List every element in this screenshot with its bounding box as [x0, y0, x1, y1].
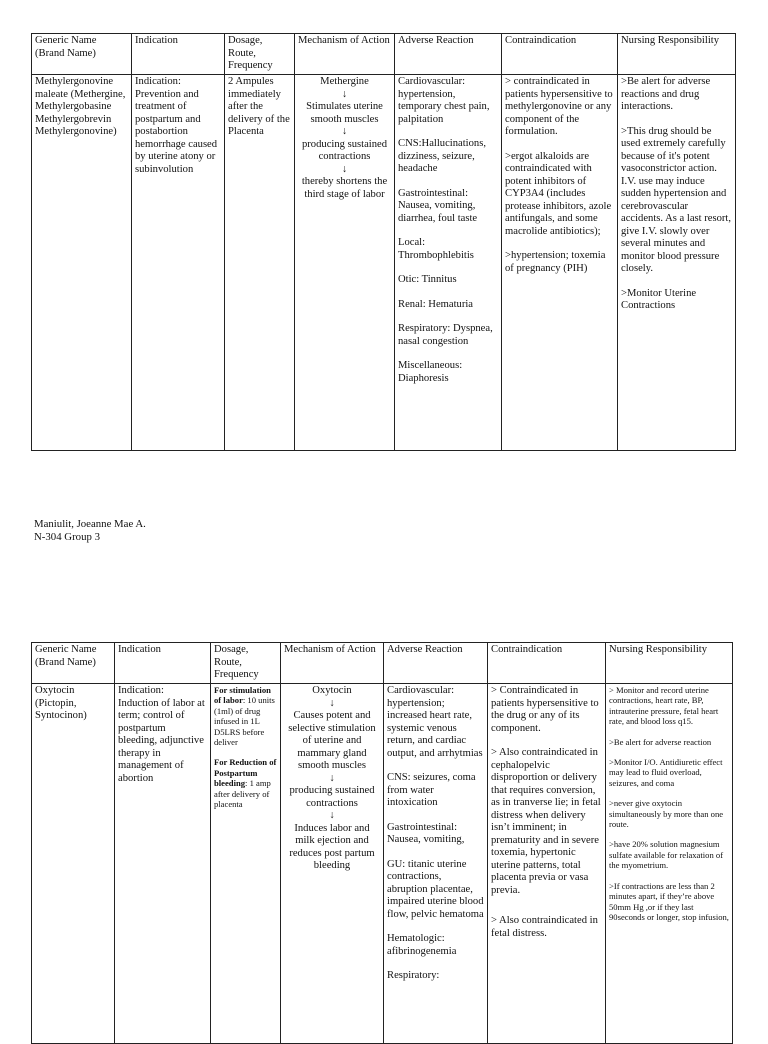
nursing-responsibility-cell	[618, 75, 736, 451]
header-nursing-responsibility: Nursing Responsibility	[618, 34, 736, 75]
dosage-cell	[211, 684, 281, 1044]
adverse-item: Renal: Hematuria	[398, 298, 474, 310]
header-mechanism: Mechanism of Action	[281, 643, 384, 684]
down-arrow-icon: ↓	[341, 88, 348, 100]
adverse-item: Respiratory: Dyspnea, nasal congestion	[398, 323, 493, 347]
nursing-item: >Be alert for adverse reactions and drug interactions.	[621, 76, 711, 112]
generic-name-cell: Methylergonovine maleate (Methergine, Methylergobasine Methylergobrevin Methylergonovine)	[32, 75, 132, 451]
adverse-item: Respiratory:	[387, 970, 440, 981]
nursing-item: >have 20% solution magnesium sulfate available for relaxation of the myometrium.	[609, 839, 724, 871]
adverse-item: Otic: Tinnitus	[398, 274, 457, 285]
nursing-responsibility-cell	[606, 684, 733, 1044]
mechanism-cell	[281, 684, 384, 1044]
header-mechanism: Mechanism of Action	[295, 34, 395, 75]
drug-table-methylergonovine	[31, 33, 736, 451]
mechanism-step: producing sustained contractions	[301, 138, 388, 162]
nursing-item: >Be alert for adverse reaction	[609, 736, 712, 747]
down-arrow-icon: ↓	[341, 163, 348, 175]
adverse-item: Hematologic: afibrinogenemia	[387, 933, 457, 957]
down-arrow-icon: ↓	[329, 810, 335, 821]
adverse-item: GU: titanic uterine contractions, abruption placentae, impaired uterine blood flow, pelvic hematoma	[387, 858, 484, 920]
table-row	[32, 75, 736, 451]
header-row	[32, 643, 733, 684]
contraindication-item: > Also contraindicated in fetal distress.	[491, 915, 598, 939]
adverse-item: Cardiovascular: hypertension, temporary chest pain, palpitation	[398, 76, 490, 125]
adverse-item: CNS: seizures, coma from water intoxication	[387, 772, 476, 808]
dosage-postpartum-title: For Reduction of Postpartum bleeding	[214, 757, 277, 789]
mechanism-step: Methergine	[320, 76, 369, 87]
mechanism-step: producing sustained contractions	[289, 785, 375, 809]
header-generic-name: Generic Name (Brand Name)	[32, 643, 115, 684]
header-generic-name: Generic Name (Brand Name)	[32, 34, 132, 75]
nursing-item: >If contractions are less than 2 minutes apart, if they’re above 50mm Hg ,or if they last 90seconds or longer, stop infusion,	[609, 880, 729, 922]
mechanism-step: Causes potent and selective stimulation of uterine and mammary gland smooth muscles	[288, 710, 376, 771]
nursing-item: > Monitor and record uterine contractions, heart rate, BP, intrauterine pressure, fetal heart rate, and blood loss q15.	[609, 685, 719, 727]
adverse-reaction-cell	[384, 684, 488, 1044]
contraindication-cell	[488, 684, 606, 1044]
mechanism-step: Oxytocin	[312, 685, 352, 696]
contraindication-cell	[502, 75, 618, 451]
dosage-labor	[214, 685, 277, 747]
adverse-item: Local: Thrombophlebitis	[398, 237, 474, 261]
header-adverse-reaction: Adverse Reaction	[395, 34, 502, 75]
mechanism-cell	[295, 75, 395, 451]
contraindication-item: >hypertension; toxemia of pregnancy (PIH)	[505, 250, 606, 274]
header-indication: Indication	[115, 643, 211, 684]
adverse-item: Miscellaneous: Diaphoresis	[398, 360, 463, 384]
indication-cell: Indication: Induction of labor at term; control of postpartum bleeding, adjunctive therapy in management of abortion	[115, 684, 211, 1044]
mechanism-step: Stimulates uterine smooth muscles	[306, 101, 383, 125]
drug-table-oxytocin	[31, 642, 733, 1044]
header-contraindication: Contraindication	[488, 643, 606, 684]
nursing-item: >Monitor I/O. Antidiuretic effect may lead to fluid overload, seizures, and coma	[609, 757, 723, 788]
adverse-item: Gastrointestinal: Nausea, vomiting,	[387, 821, 465, 845]
down-arrow-icon: ↓	[329, 772, 335, 784]
nursing-item: >This drug should be used extremely carefully because of it's potent vasoconstrictor action. I.V. use may induce sudden hypertension and cerebrovascular accidents. As a last resort, give I.V. slowly over several minutes and monitor blood pressure closely.	[621, 125, 732, 274]
contraindication-item: > Also contraindicated in cephalopelvic disproportion or delivery that requires conversion, as in tranverse lie; in fetal distress when delivery isn’t imminent; in prematurity and in severe toxemia, hypertonic uterine patterns, total placenta previa or vasa previa.	[491, 747, 601, 896]
header-dosage: Dosage, Route, Frequency	[211, 643, 281, 684]
down-arrow-icon: ↓	[341, 126, 348, 137]
indication-cell: Indication: Prevention and treatment of postpartum and postabortion hemorrhage caused by uterine atony or subinvolution	[132, 75, 225, 451]
dosage-labor-title: For stimulation of labor	[214, 685, 271, 706]
contraindication-item: > Contraindicated in patients hypersensitive to the drug or any of its component.	[491, 685, 599, 734]
header-dosage: Dosage, Route, Frequency	[225, 34, 295, 75]
dosage-postpartum	[214, 757, 277, 809]
author-name: Maniulit, Joeanne Mae A.	[34, 518, 146, 530]
down-arrow-icon: ↓	[329, 697, 335, 709]
dosage-cell: 2 Ampules immediately after the delivery of the Placenta	[225, 75, 295, 451]
header-row	[32, 34, 736, 75]
nursing-item: >never give oxytocin simultaneously by more than one route.	[609, 798, 724, 830]
mechanism-step: Induces labor and milk ejection and reduces post partum bleeding	[289, 822, 375, 871]
author-block	[34, 518, 146, 544]
header-adverse-reaction: Adverse Reaction	[384, 643, 488, 684]
adverse-item: Gastrointestinal: Nausea, vomiting, diarrhea, foul taste	[398, 187, 478, 224]
table-row	[32, 684, 733, 1044]
generic-name-cell: Oxytocin (Pictopin, Syntocinon)	[32, 684, 115, 1044]
contraindication-item: >ergot alkaloids are contraindicated with potent inhibitors of CYP3A4 (includes protease inhibitors, azole antifungals, and some macrolide antibiotics);	[505, 150, 612, 237]
adverse-reaction-cell	[395, 75, 502, 451]
author-group: N-304 Group 3	[34, 531, 100, 543]
nursing-item: >Monitor Uterine Contractions	[621, 287, 697, 311]
dosage-labor-text: : 10 units (1ml) of drug infused in 1L D5LRS before deliver	[214, 695, 275, 748]
adverse-item: CNS:Hallucinations, dizziness, seizure, headache	[398, 138, 486, 174]
header-contraindication: Contraindication	[502, 34, 618, 75]
contraindication-item: > contraindicated in patients hypersensitive to methylergonovine or any component of the formulation.	[505, 76, 613, 137]
adverse-item: Cardiovascular: hypertension; increased heart rate, systemic venous return, and cardiac output, and arrhytmias	[387, 685, 483, 759]
mechanism-step: thereby shortens the third stage of labor	[301, 176, 388, 200]
header-nursing-responsibility: Nursing Responsibility	[606, 643, 733, 684]
header-indication: Indication	[132, 34, 225, 75]
dosage-postpartum-text: : 1 amp after delivery of placenta	[214, 778, 271, 810]
